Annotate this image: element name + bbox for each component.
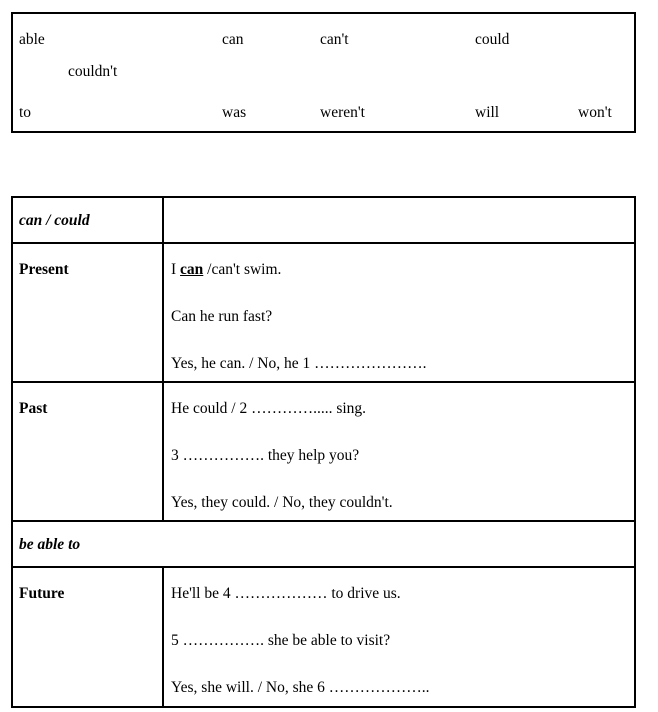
section-header-can-could: can / could <box>12 197 163 243</box>
word-bank-item-able: able <box>19 31 45 48</box>
example-sentence-with-blank-4: He'll be 4 ……………… to drive us. <box>171 585 401 602</box>
section-header-be-able-to: be able to <box>12 521 635 567</box>
sentence-part: I <box>171 261 181 278</box>
sentence-part: /can't swim. <box>203 261 282 278</box>
row-label-future: Future <box>12 567 163 707</box>
word-bank-item-will: will <box>475 104 500 121</box>
example-sentence-with-blank-5: 5 ……………. she be able to visit? <box>171 632 391 649</box>
example-sentence-with-blank-3: 3 ……………. they help you? <box>171 447 360 464</box>
example-sentence-with-blank-1: Yes, he can. / No, he 1 …………………. <box>171 355 427 372</box>
example-sentence: Yes, they could. / No, they couldn't. <box>171 494 393 511</box>
word-bank-item-was: was <box>222 104 247 121</box>
word-bank-item-couldnt: couldn't <box>68 63 118 80</box>
table-row-section-can-could <box>12 197 635 243</box>
examples-future <box>163 567 635 707</box>
word-bank-item-to: to <box>19 104 32 121</box>
word-bank-item-could: could <box>475 31 510 48</box>
emphasized-word-can: can <box>180 261 204 278</box>
examples-past <box>163 382 635 521</box>
example-sentence <box>171 260 626 279</box>
section-header-empty-cell <box>163 197 635 243</box>
example-sentence-with-blank-2: He could / 2 …………..... sing. <box>171 400 367 417</box>
word-bank-item-cant: can't <box>320 31 349 48</box>
table-row-future <box>12 567 635 707</box>
word-bank-item-can: can <box>222 31 244 48</box>
word-bank-box <box>11 12 636 133</box>
examples-present <box>163 243 635 382</box>
table-row-section-be-able-to <box>12 521 635 567</box>
table-row-present <box>12 243 635 382</box>
word-bank-item-wont: won't <box>578 104 612 121</box>
row-label-present: Present <box>12 243 163 382</box>
row-label-past: Past <box>12 382 163 521</box>
example-sentence-with-blank-6: Yes, she will. / No, she 6 ……………….. <box>171 679 430 696</box>
grammar-table <box>11 196 636 708</box>
example-sentence: Can he run fast? <box>171 308 273 325</box>
word-bank-item-werent: weren't <box>320 104 365 121</box>
table-row-past <box>12 382 635 521</box>
